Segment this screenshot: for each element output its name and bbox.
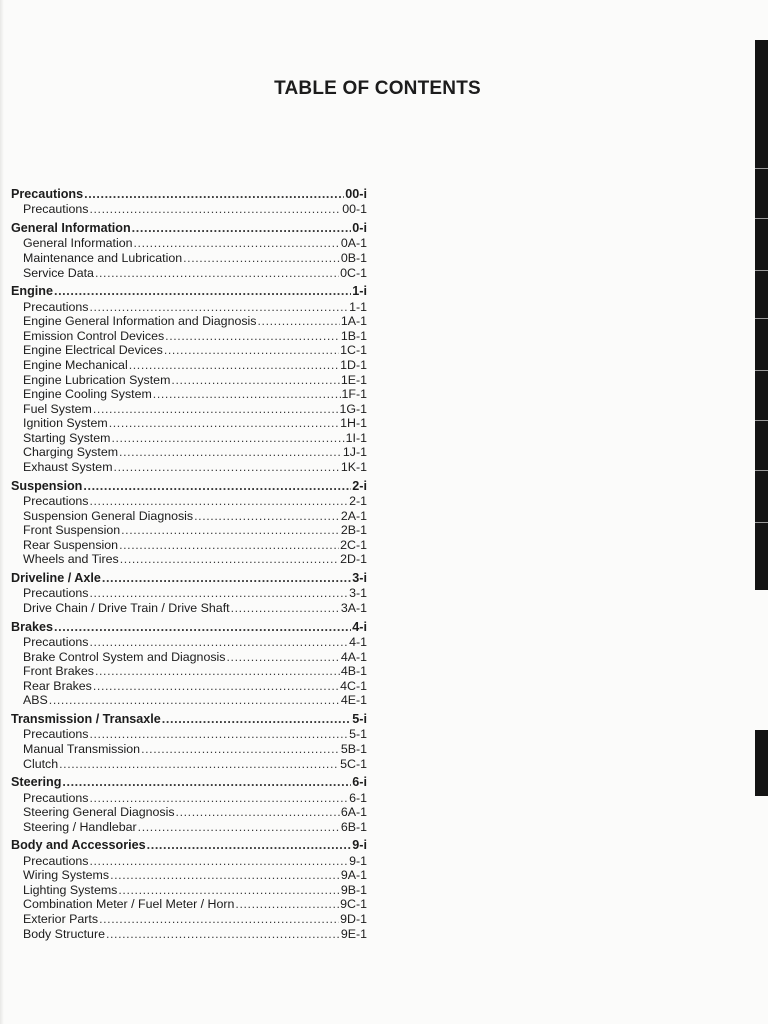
toc-entry[interactable] — [11, 868, 367, 883]
toc-entry-page-number: 9C-1 — [340, 897, 367, 912]
toc-entry[interactable] — [11, 791, 367, 806]
toc-entry-label: Maintenance and Lubrication — [23, 250, 183, 265]
toc-entry-label: ABS — [23, 693, 48, 708]
toc-entry-page-number: 1H-1 — [340, 416, 367, 431]
dot-leader — [121, 523, 340, 538]
toc-section-heading-label: Engine — [11, 284, 53, 299]
toc-entry-page-number: 00-1 — [342, 202, 367, 217]
toc-entry-label: Ignition System — [23, 416, 108, 431]
toc-entry-label: Front Suspension — [23, 523, 121, 538]
toc-entry-page-number: 0A-1 — [340, 236, 367, 251]
toc-entry-page-number: 5B-1 — [340, 741, 367, 756]
dot-leader — [49, 693, 340, 708]
toc-entry-page-number: 0C-1 — [340, 265, 367, 280]
toc-entry-label: Starting System — [23, 430, 111, 445]
dot-leader — [93, 679, 339, 694]
toc-entry[interactable] — [11, 300, 367, 315]
toc-entry-label: Manual Transmission — [23, 741, 141, 756]
toc-entry[interactable] — [11, 387, 367, 402]
toc-entry-label: Charging System — [23, 445, 119, 460]
toc-entry-page-number: 4E-1 — [340, 693, 367, 708]
toc-section-heading[interactable] — [11, 571, 367, 586]
toc-entry-label: Wiring Systems — [23, 868, 110, 883]
toc-section-heading[interactable] — [11, 284, 367, 299]
toc-section-heading-label: Brakes — [11, 619, 54, 634]
toc-entry-label: Suspension General Diagnosis — [23, 508, 194, 523]
toc-entry-page-number: 4-1 — [349, 635, 367, 649]
toc-section-heading-page-number: 3-i — [352, 571, 367, 586]
dot-leader — [89, 300, 348, 315]
toc-section-heading-page-number: 9-i — [352, 838, 367, 853]
dot-leader — [164, 343, 339, 358]
toc-entry[interactable] — [11, 883, 367, 898]
toc-entry-label: Engine Electrical Devices — [23, 343, 163, 358]
toc-entry-page-number: 2A-1 — [340, 508, 367, 523]
toc-entry-page-number: 1I-1 — [345, 430, 367, 445]
dot-leader — [95, 664, 340, 679]
dot-leader — [147, 838, 352, 853]
toc-entry-page-number: 1K-1 — [340, 460, 367, 475]
toc-section-heading-label: General Information — [11, 220, 131, 235]
dot-leader — [54, 284, 351, 299]
toc-entry-page-number: 4C-1 — [340, 678, 367, 693]
dot-leader — [176, 805, 340, 820]
toc-entry-label: Precautions — [23, 586, 89, 601]
toc-entry-label: Engine General Information and Diagnosis — [23, 314, 257, 329]
toc-entry-label: Precautions — [23, 635, 89, 649]
toc-section — [11, 221, 367, 280]
toc-entry-page-number: 9B-1 — [340, 882, 367, 897]
dot-leader — [89, 854, 348, 869]
toc-section-heading-label: Transmission / Transaxle — [11, 711, 161, 726]
toc-entry[interactable] — [11, 854, 367, 869]
toc-entry-page-number: 1D-1 — [340, 357, 367, 372]
dot-leader — [102, 571, 351, 586]
toc-section-heading-label: Driveline / Axle — [11, 571, 101, 586]
toc-entry-page-number: 4A-1 — [340, 649, 367, 664]
dot-leader — [226, 650, 339, 665]
toc-section — [11, 187, 367, 217]
toc-entry-label: Brake Control System and Diagnosis — [23, 649, 226, 664]
dot-leader — [93, 402, 339, 417]
toc-entry-label: Precautions — [23, 727, 89, 742]
toc-section-heading[interactable] — [11, 187, 367, 202]
dot-leader — [59, 757, 339, 772]
dot-leader — [89, 791, 348, 806]
toc-entry[interactable] — [11, 912, 367, 927]
toc-entry-page-number: 6A-1 — [340, 805, 367, 820]
toc-entry[interactable] — [11, 742, 367, 757]
toc-entry-label: Exhaust System — [23, 460, 113, 475]
toc-entry-page-number: 5C-1 — [340, 756, 367, 771]
dot-leader — [84, 187, 344, 202]
dot-leader — [183, 251, 340, 266]
dot-leader — [120, 552, 339, 567]
toc-entry-label: Precautions — [23, 202, 89, 217]
toc-entry[interactable] — [11, 523, 367, 538]
toc-entry-page-number: 9A-1 — [340, 868, 367, 883]
toc-entry[interactable] — [11, 509, 367, 524]
section-tab-marker — [755, 730, 768, 796]
toc-entry-page-number: 9D-1 — [340, 912, 367, 927]
toc-entry-page-number: 9-1 — [349, 853, 367, 868]
toc-entry-page-number: 1F-1 — [341, 387, 367, 402]
toc-entry-label: Engine Cooling System — [23, 387, 152, 402]
toc-entry[interactable] — [11, 251, 367, 266]
toc-section-heading-page-number: 00-i — [345, 187, 367, 201]
toc-entry-label: Precautions — [23, 790, 89, 805]
toc-entry-page-number: 2D-1 — [340, 552, 367, 567]
toc-entry[interactable] — [11, 586, 367, 601]
toc-section-heading[interactable] — [11, 712, 367, 727]
toc-entry-page-number: 5-1 — [349, 727, 367, 742]
toc-entry[interactable] — [11, 329, 367, 344]
toc-entry[interactable] — [11, 650, 367, 665]
toc-entry-page-number: 1E-1 — [340, 372, 367, 387]
dot-leader — [89, 202, 341, 217]
toc-entry[interactable] — [11, 236, 367, 251]
dot-leader — [110, 868, 340, 883]
toc-entry-label: Rear Brakes — [23, 678, 92, 693]
toc-entry-label: Steering General Diagnosis — [23, 805, 175, 820]
toc-entry[interactable] — [11, 494, 367, 509]
dot-leader — [134, 236, 340, 251]
toc-entry-label: Steering / Handlebar — [23, 819, 137, 834]
toc-entry-page-number: 3A-1 — [340, 601, 367, 616]
dot-leader — [129, 358, 339, 373]
toc-entry-label: Precautions — [23, 299, 89, 314]
dot-leader — [194, 509, 340, 524]
toc-entry[interactable] — [11, 343, 367, 358]
dot-leader — [141, 742, 340, 757]
toc-entry-label: Precautions — [23, 853, 89, 868]
toc-entry[interactable] — [11, 897, 367, 912]
toc-section-heading-page-number: 5-i — [352, 711, 367, 726]
toc-section-heading-label: Steering — [11, 775, 62, 790]
toc-entry[interactable] — [11, 431, 367, 446]
toc-entry[interactable] — [11, 416, 367, 431]
dot-leader — [114, 460, 340, 475]
toc-entry[interactable] — [11, 266, 367, 281]
toc-entry-label: Lighting Systems — [23, 882, 118, 897]
dot-leader — [258, 314, 340, 329]
dot-leader — [231, 601, 340, 616]
dot-leader — [171, 373, 339, 388]
toc-section-heading[interactable] — [11, 620, 367, 635]
toc-entry[interactable] — [11, 679, 367, 694]
toc-entry[interactable] — [11, 601, 367, 616]
dot-leader — [153, 387, 341, 402]
toc-entry[interactable] — [11, 805, 367, 820]
toc-entry-label: Wheels and Tires — [23, 552, 119, 567]
toc-entry[interactable] — [11, 727, 367, 742]
toc-entry[interactable] — [11, 552, 367, 567]
dot-leader — [162, 712, 352, 727]
toc-section-heading[interactable] — [11, 221, 367, 236]
toc-entry-page-number: 1C-1 — [340, 343, 367, 358]
dot-leader — [235, 897, 339, 912]
page-edge-shadow — [0, 0, 4, 1024]
toc-section — [11, 620, 367, 708]
toc-entry-label: Precautions — [23, 494, 89, 509]
toc-entry[interactable] — [11, 757, 367, 772]
toc-section-heading-page-number: 0-i — [352, 220, 367, 235]
toc-entry-page-number: 1J-1 — [342, 445, 367, 460]
dot-leader — [62, 775, 351, 790]
toc-entry-page-number: 1B-1 — [340, 328, 367, 343]
toc-section-heading-label: Body and Accessories — [11, 838, 146, 853]
toc-entry-label: Emission Control Devices — [23, 328, 165, 343]
dot-leader — [111, 431, 344, 446]
toc-entry[interactable] — [11, 402, 367, 417]
toc-entry[interactable] — [11, 358, 367, 373]
toc-entry-label: Drive Chain / Drive Train / Drive Shaft — [23, 601, 230, 616]
dot-leader — [138, 820, 340, 835]
dot-leader — [119, 445, 342, 460]
dot-leader — [95, 266, 339, 281]
dot-leader — [89, 727, 348, 742]
toc-section-heading-page-number: 1-i — [352, 284, 367, 299]
toc-entry[interactable] — [11, 538, 367, 553]
dot-leader — [83, 479, 351, 494]
toc-entry-label: Body Structure — [23, 926, 105, 941]
section-tab-strip — [755, 40, 768, 590]
toc-entry[interactable] — [11, 820, 367, 835]
toc-section-heading[interactable] — [11, 838, 367, 853]
toc-section-heading[interactable] — [11, 479, 367, 494]
toc-section — [11, 775, 367, 834]
toc-entry-label: Clutch — [23, 756, 59, 771]
toc-entry[interactable] — [11, 460, 367, 475]
toc-entry[interactable] — [11, 664, 367, 679]
dot-leader — [54, 620, 351, 635]
toc-section — [11, 571, 367, 616]
page-title: TABLE OF CONTENTS — [274, 78, 481, 99]
toc-entry-page-number: 4B-1 — [340, 664, 367, 679]
toc-section — [11, 284, 367, 475]
toc-entry-label: Engine Lubrication System — [23, 372, 171, 387]
toc-entry-label: Rear Suspension — [23, 537, 119, 552]
toc-entry[interactable] — [11, 927, 367, 942]
toc-entry-label: Exterior Parts — [23, 912, 99, 927]
toc-entry-page-number: 2-1 — [349, 494, 367, 509]
dot-leader — [118, 883, 339, 898]
toc-entry-page-number: 1A-1 — [340, 314, 367, 329]
dot-leader — [106, 927, 340, 942]
toc-section-heading-label: Suspension — [11, 478, 83, 493]
toc-entry-label: Engine Mechanical — [23, 357, 128, 372]
toc-entry-label: Combination Meter / Fuel Meter / Horn — [23, 897, 235, 912]
toc-entry-label: Fuel System — [23, 401, 92, 416]
toc-section-heading-page-number: 6-i — [352, 775, 367, 790]
dot-leader — [89, 494, 348, 509]
toc-entry[interactable] — [11, 635, 367, 650]
toc-section-heading[interactable] — [11, 775, 367, 790]
toc-entry-page-number: 6B-1 — [340, 819, 367, 834]
toc-entry[interactable] — [11, 202, 367, 217]
toc-section-heading-label: Precautions — [11, 187, 84, 201]
toc-entry-page-number: 3-1 — [349, 586, 367, 601]
toc-entry[interactable] — [11, 373, 367, 388]
toc-entry-page-number: 1G-1 — [339, 401, 367, 416]
dot-leader — [109, 416, 339, 431]
dot-leader — [89, 635, 348, 650]
dot-leader — [165, 329, 340, 344]
toc-section — [11, 838, 367, 941]
dot-leader — [89, 586, 348, 601]
toc-entry-page-number: 2C-1 — [340, 537, 367, 552]
toc-entry-page-number: 2B-1 — [340, 523, 367, 538]
toc-entry-page-number: 1-1 — [349, 299, 367, 314]
toc-entry-page-number: 0B-1 — [340, 250, 367, 265]
toc-entry-label: General Information — [23, 236, 133, 251]
toc-entry[interactable] — [11, 693, 367, 708]
toc-entry-page-number: 6-1 — [349, 790, 367, 805]
toc-section — [11, 712, 367, 771]
toc-entry-label: Service Data — [23, 265, 94, 280]
dot-leader — [132, 221, 352, 236]
toc-entry-page-number: 9E-1 — [340, 926, 367, 941]
dot-leader — [99, 912, 339, 927]
toc-entry[interactable] — [11, 314, 367, 329]
toc-section — [11, 479, 367, 567]
toc-entry-label: Front Brakes — [23, 664, 94, 679]
toc-section-heading-page-number: 4-i — [352, 619, 367, 634]
dot-leader — [119, 538, 339, 553]
toc-entry[interactable] — [11, 445, 367, 460]
toc-section-heading-page-number: 2-i — [352, 478, 367, 493]
table-of-contents — [11, 187, 367, 945]
